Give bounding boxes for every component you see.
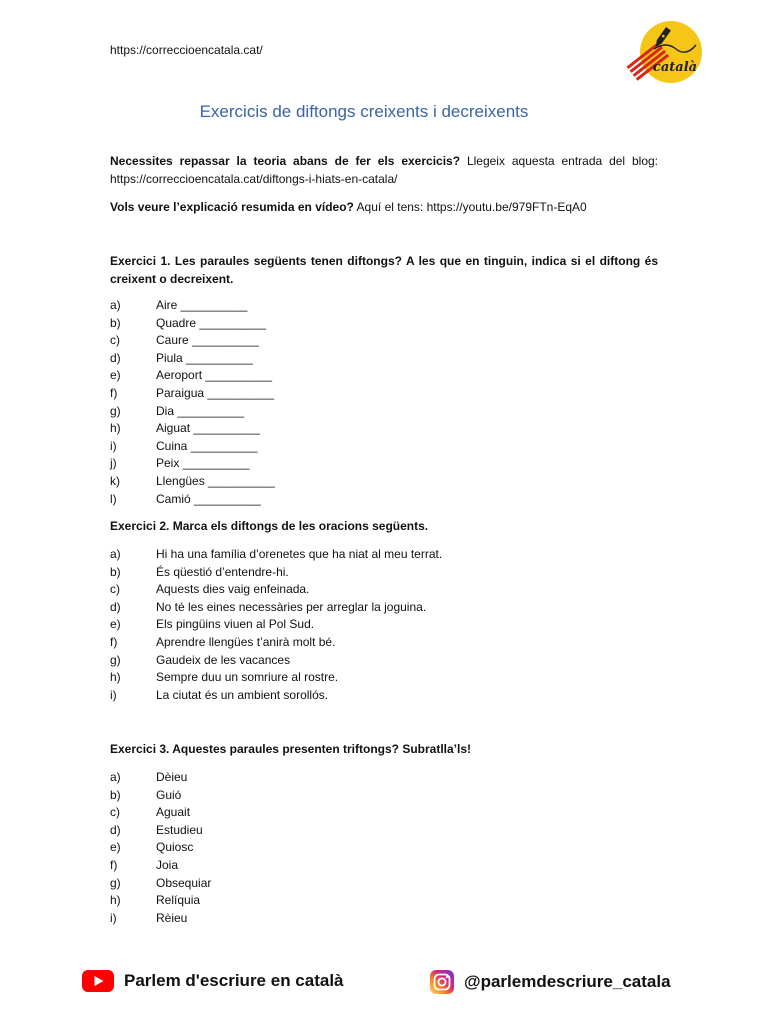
exercise1-item — [110, 315, 275, 333]
item-letter: g) — [110, 652, 121, 667]
exercise3-item — [110, 857, 211, 875]
item-letter: k) — [110, 473, 120, 488]
header-url[interactable]: https://correccioencatala.cat/ — [110, 43, 263, 57]
item-letter: g) — [110, 875, 121, 890]
exercise2-item — [110, 687, 442, 705]
exercise3-item — [110, 892, 211, 910]
item-letter: c) — [110, 333, 120, 348]
item-text: És qüestió d’entendre-hi. — [156, 564, 289, 579]
item-letter: a) — [110, 298, 121, 312]
item-text: Aquests dies vaig enfeinada. — [156, 582, 310, 597]
exercise2-item — [110, 581, 442, 599]
exercise3-item — [110, 787, 211, 805]
item-letter: e) — [110, 368, 121, 383]
intro-video-link[interactable]: Aquí el tens: https://youtu.be/979FTn-EqA0 — [353, 200, 587, 214]
exercise2-item — [110, 546, 442, 564]
intro-paragraph-blog — [110, 153, 658, 188]
item-text: Camió __________ — [156, 491, 261, 506]
intro-question-video: Vols veure l’explicació resumida en vídeo? — [110, 200, 354, 214]
exercise3-list — [110, 769, 211, 927]
item-text: Caure __________ — [156, 333, 259, 348]
item-text: Els pingüins viuen al Pol Sud. — [156, 617, 315, 632]
intro-block-video — [110, 199, 658, 217]
intro-blog-link[interactable]: Llegeix aquesta entrada del blog: https://correccioencatala.cat/diftongs-i-hiats-en-catala/ — [110, 154, 659, 186]
exercise3-item — [110, 910, 211, 928]
exercise1-heading: Exercici 1. Les paraules següents tenen diftongs? A les que en tinguin, indica si el diftong és creixent o decreixent. — [110, 254, 658, 286]
intro-block — [110, 153, 658, 188]
exercise3-item — [110, 875, 211, 893]
item-text: Quiosc — [156, 840, 194, 855]
item-letter: h) — [110, 893, 121, 908]
exercise1-item — [110, 420, 275, 438]
item-text: Quadre __________ — [156, 315, 267, 330]
item-text: Dèieu — [156, 770, 188, 784]
exercise2-item — [110, 564, 442, 582]
exercise1-item — [110, 491, 275, 509]
item-text: Aeroport __________ — [156, 368, 273, 383]
item-text: Aire __________ — [156, 298, 248, 312]
instagram-handle-label: @parlemdescriure_catala — [464, 972, 671, 991]
footer-instagram[interactable] — [430, 970, 671, 994]
item-letter: g) — [110, 403, 121, 418]
exercise1-item — [110, 350, 275, 368]
item-text: Peix __________ — [156, 456, 250, 471]
exercise1-item — [110, 403, 275, 421]
item-text: Guió — [156, 787, 182, 802]
intro-paragraph-video — [110, 199, 658, 217]
item-letter: d) — [110, 599, 121, 614]
exercise1-item — [110, 438, 275, 456]
exercise1-item — [110, 332, 275, 350]
exercise1-item — [110, 455, 275, 473]
item-letter: b) — [110, 787, 121, 802]
item-letter: l) — [110, 491, 117, 506]
exercise1-item — [110, 367, 275, 385]
exercise2-item — [110, 652, 442, 670]
exercise2-heading: Exercici 2. Marca els diftongs de les oracions següents. — [110, 519, 429, 533]
item-text: No té les eines necessàries per arreglar la joguina. — [156, 599, 427, 614]
intro-question-blog: Necessites repassar la teoria abans de fer els exercicis? — [110, 154, 461, 168]
footer-youtube[interactable] — [82, 970, 344, 992]
item-letter: a) — [110, 770, 121, 784]
item-letter: d) — [110, 350, 121, 365]
item-text: Sempre duu un somriure al rostre. — [156, 670, 339, 685]
youtube-channel-label: Parlem d'escriure en català — [124, 971, 344, 990]
item-letter: i) — [110, 910, 117, 925]
item-letter: b) — [110, 315, 121, 330]
item-letter: i) — [110, 438, 117, 453]
item-text: Rèieu — [156, 910, 188, 925]
exercise2-item — [110, 634, 442, 652]
youtube-icon — [82, 970, 114, 992]
item-letter: f) — [110, 857, 118, 872]
exercise1-item — [110, 385, 275, 403]
item-letter: h) — [110, 421, 121, 436]
exercise3-item — [110, 839, 211, 857]
exercise3-heading: Exercici 3. Aquestes paraules presenten triftongs? Subratlla’ls! — [110, 742, 472, 756]
item-letter: f) — [110, 385, 118, 400]
item-text: Cuina __________ — [156, 438, 258, 453]
exercise2-item — [110, 669, 442, 687]
item-letter: d) — [110, 822, 121, 837]
instagram-icon — [430, 970, 454, 994]
item-letter: c) — [110, 805, 120, 820]
item-text: Relíquia — [156, 893, 201, 908]
item-text: Aguait — [156, 805, 191, 820]
item-text: Estudieu — [156, 822, 203, 837]
exercise3-item — [110, 822, 211, 840]
item-letter: i) — [110, 687, 117, 702]
item-letter: j) — [110, 456, 117, 471]
item-text: Joia — [156, 857, 179, 872]
exercise1-item — [110, 297, 275, 315]
item-letter: c) — [110, 582, 120, 597]
logo-text: català — [652, 60, 698, 75]
item-text: Gaudeix de les vacances — [156, 652, 291, 667]
item-text: Piula __________ — [156, 350, 253, 365]
item-text: La ciutat és un ambient sorollós. — [156, 687, 329, 702]
exercise2-item — [110, 616, 442, 634]
item-text: Paraigua __________ — [156, 385, 275, 400]
item-text: Obsequiar — [156, 875, 212, 890]
item-letter: e) — [110, 617, 121, 632]
item-letter: e) — [110, 840, 121, 855]
item-letter: b) — [110, 564, 121, 579]
item-letter: a) — [110, 547, 121, 561]
exercise1-item — [110, 473, 275, 491]
exercise3-item — [110, 804, 211, 822]
exercise3-item — [110, 769, 211, 787]
item-letter: f) — [110, 634, 118, 649]
item-text: Llengües __________ — [156, 473, 275, 488]
item-text: Dia __________ — [156, 403, 245, 418]
exercise1-list — [110, 297, 275, 508]
page-title: Exercicis de diftongs creixents i decreixents — [199, 102, 529, 121]
item-text: Aprendre llengües t’anirà molt bé. — [156, 634, 336, 649]
exercise2-item — [110, 599, 442, 617]
catala-logo — [624, 19, 704, 85]
item-text: Aiguat __________ — [156, 421, 261, 436]
item-letter: h) — [110, 670, 121, 685]
exercise2-list — [110, 546, 442, 704]
item-text: Hi ha una família d’orenetes que ha niat al meu terrat. — [156, 547, 443, 561]
